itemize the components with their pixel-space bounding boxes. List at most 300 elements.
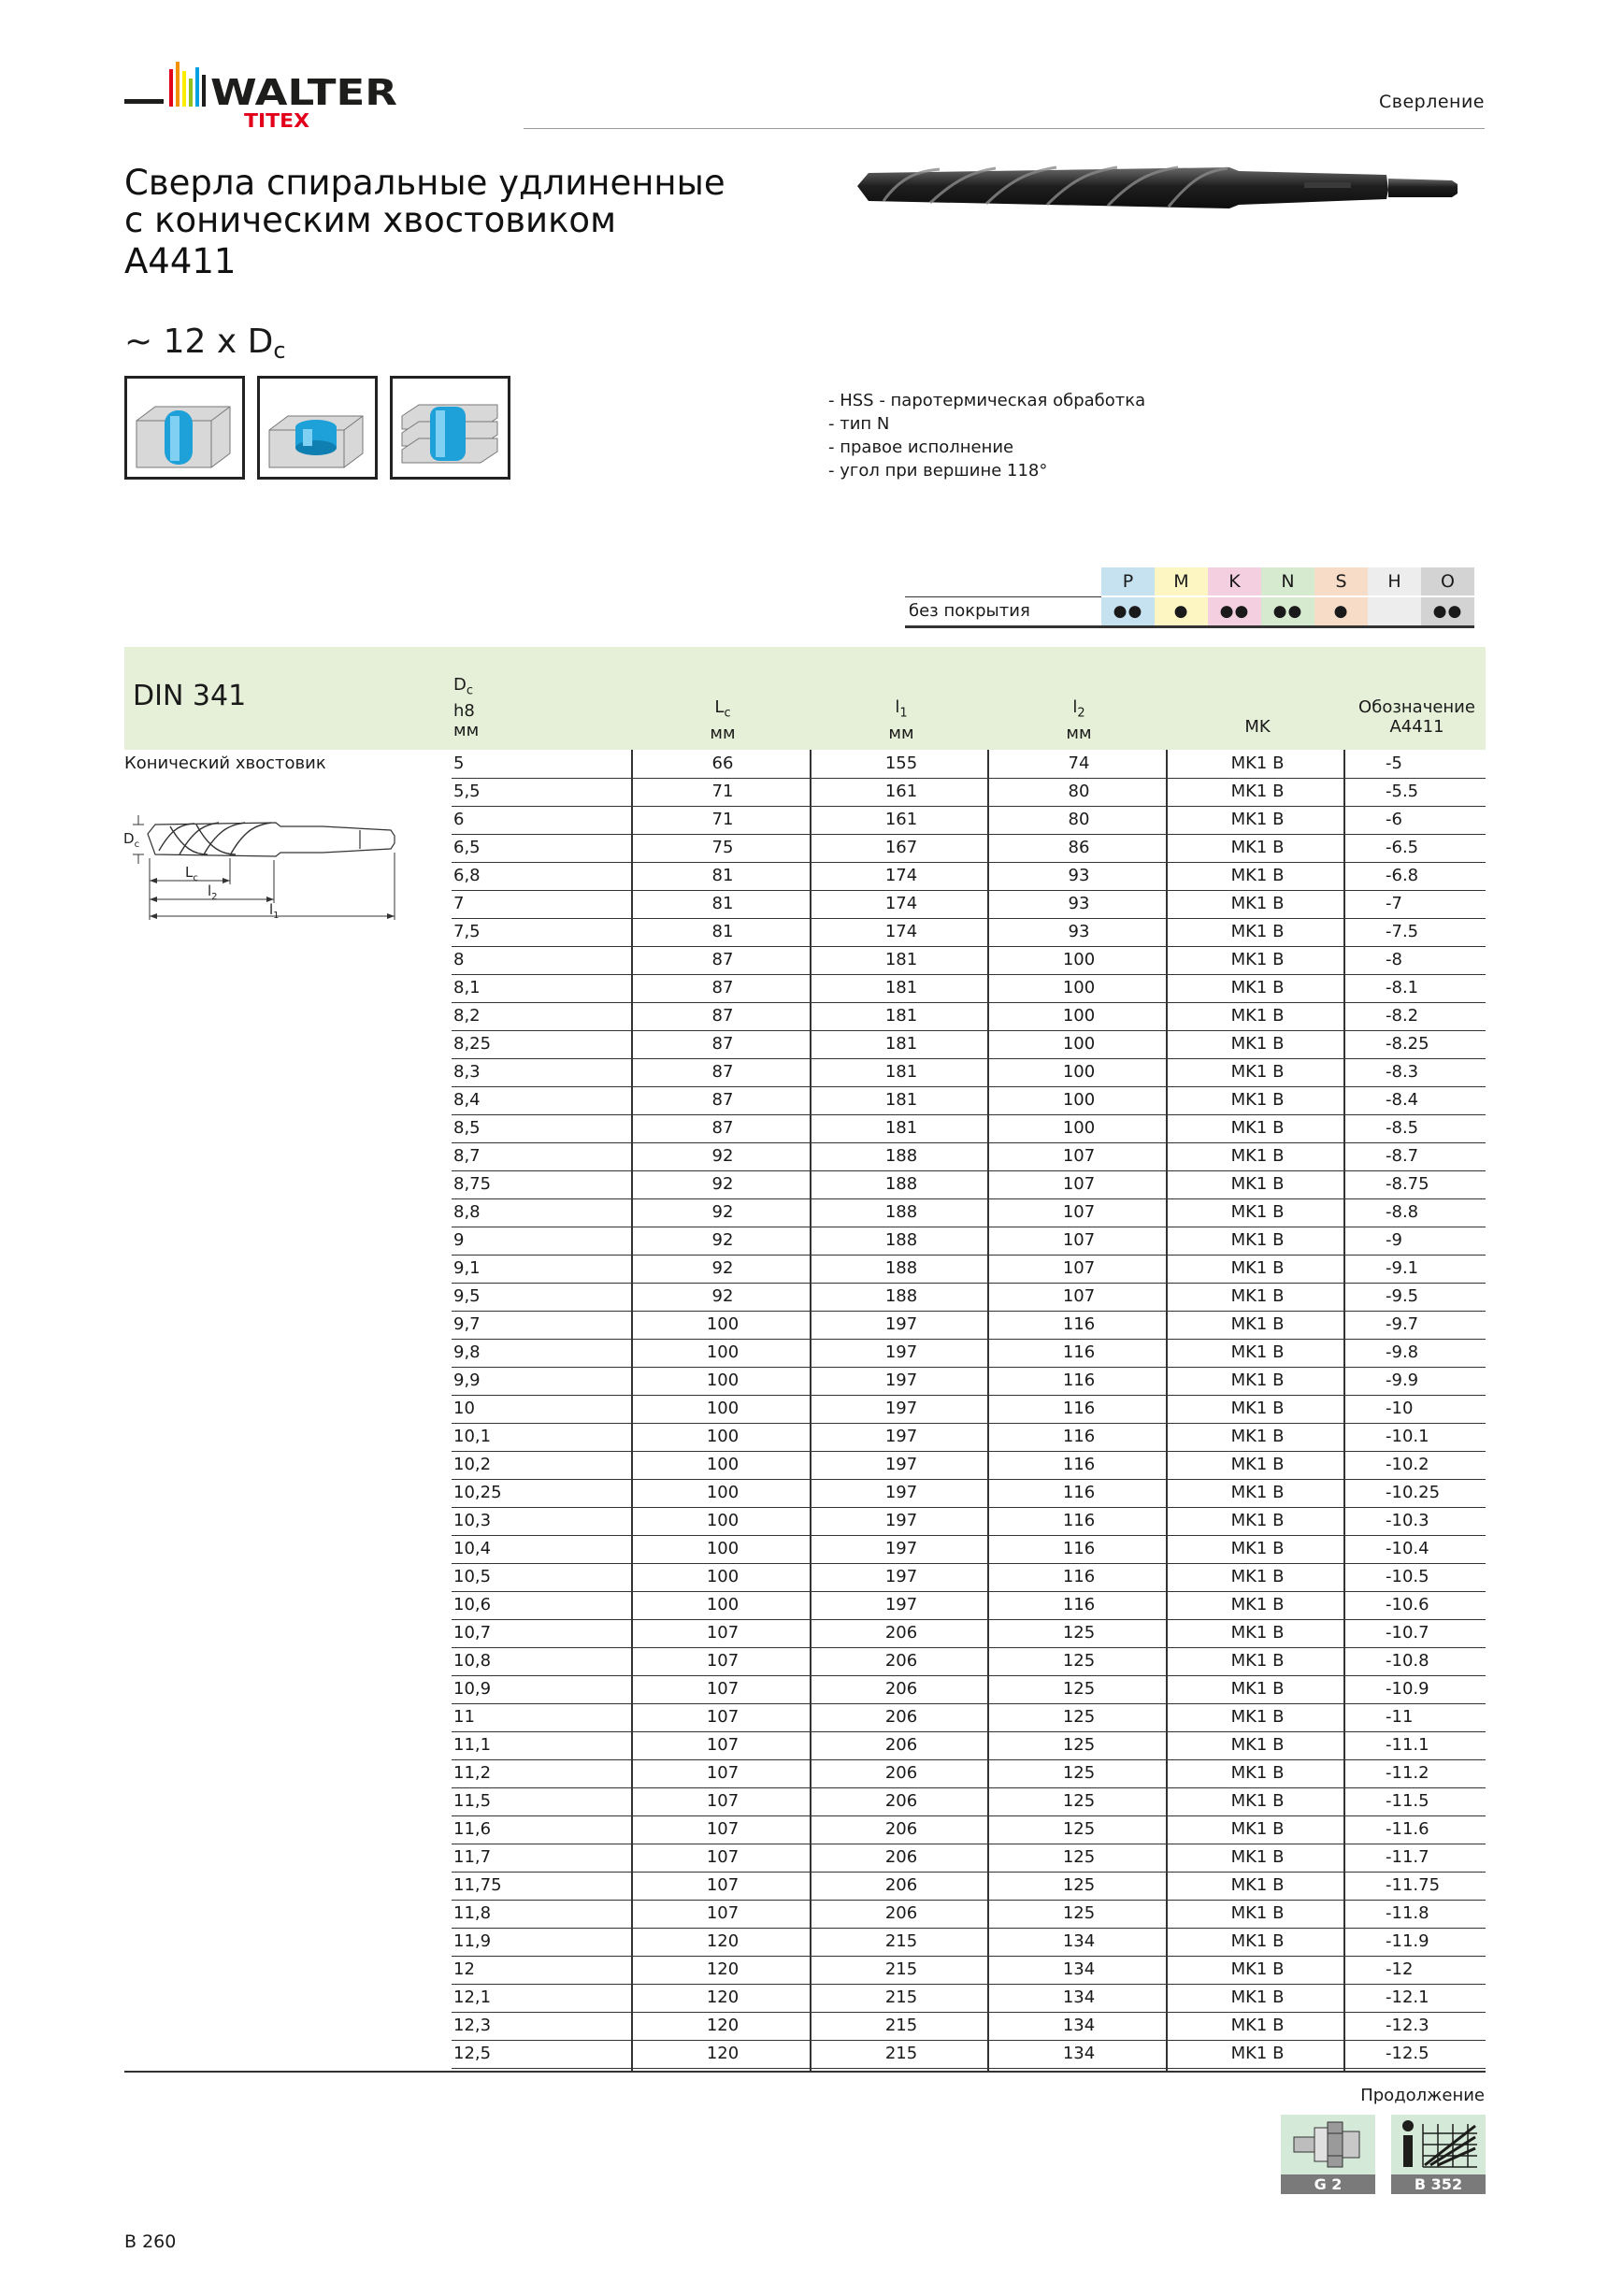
cell-mk: MK1 B bbox=[1230, 838, 1285, 857]
table-row bbox=[452, 1984, 1486, 2013]
cell-dc: 9,8 bbox=[453, 1342, 481, 1362]
cell-mk: MK1 B bbox=[1230, 1931, 1285, 1951]
brand-name: WALTER bbox=[210, 72, 397, 113]
cell-dc: 8,1 bbox=[453, 978, 481, 997]
cell-l2: 93 bbox=[1068, 866, 1090, 885]
cell-l1: 197 bbox=[884, 1455, 918, 1474]
cell-l1: 206 bbox=[884, 1679, 918, 1699]
suitability-m: ● bbox=[1155, 596, 1208, 627]
cell-dc: 11,9 bbox=[453, 1931, 492, 1951]
table-row bbox=[452, 1170, 1486, 1199]
header-divider bbox=[524, 128, 1485, 129]
suitability-h bbox=[1368, 596, 1421, 627]
cell-lc: 120 bbox=[706, 2016, 740, 2035]
cell-dc: 11,75 bbox=[453, 1875, 502, 1895]
table-row bbox=[452, 1703, 1486, 1732]
cell-l2: 107 bbox=[1062, 1286, 1096, 1306]
cell-l1: 215 bbox=[884, 1959, 918, 1979]
cell-l1: 215 bbox=[884, 2044, 918, 2063]
cell-designation: -10 bbox=[1386, 1399, 1414, 1418]
cell-l1: 197 bbox=[884, 1342, 918, 1362]
cell-designation: -11.8 bbox=[1386, 1903, 1429, 1923]
cell-lc: 87 bbox=[711, 1062, 734, 1082]
cell-lc: 100 bbox=[706, 1483, 740, 1502]
cell-lc: 107 bbox=[706, 1819, 740, 1839]
blind-hole-icon bbox=[257, 376, 378, 480]
cell-l1: 197 bbox=[884, 1314, 918, 1334]
cell-l2: 107 bbox=[1062, 1258, 1096, 1278]
cell-l1: 161 bbox=[884, 782, 918, 801]
cell-l1: 197 bbox=[884, 1370, 918, 1390]
cell-l2: 125 bbox=[1062, 1651, 1096, 1671]
cell-dc: 11,7 bbox=[453, 1847, 492, 1867]
cell-lc: 92 bbox=[711, 1146, 734, 1166]
cell-l2: 125 bbox=[1062, 1903, 1096, 1923]
cell-l2: 80 bbox=[1068, 782, 1090, 801]
cell-mk: MK1 B bbox=[1230, 1539, 1285, 1558]
cell-l2: 93 bbox=[1068, 894, 1090, 913]
cell-dc: 6 bbox=[453, 810, 465, 829]
table-row bbox=[452, 1844, 1486, 1873]
cell-l1: 188 bbox=[884, 1258, 918, 1278]
material-group-o: O bbox=[1421, 567, 1474, 596]
cell-lc: 81 bbox=[711, 922, 734, 941]
cell-mk: MK1 B bbox=[1230, 978, 1285, 997]
title-line: с коническим хвостовиком bbox=[124, 200, 616, 240]
suitability-n: ●● bbox=[1261, 596, 1314, 627]
through-hole-icon bbox=[124, 376, 245, 480]
cell-l1: 206 bbox=[884, 1875, 918, 1895]
cell-l1: 206 bbox=[884, 1623, 918, 1643]
cell-dc: 8,7 bbox=[453, 1146, 481, 1166]
cell-dc: 11,1 bbox=[453, 1735, 492, 1755]
cell-lc: 107 bbox=[706, 1903, 740, 1923]
cell-dc: 9,1 bbox=[453, 1258, 481, 1278]
table-row bbox=[452, 2012, 1486, 2041]
cell-designation: -9.1 bbox=[1386, 1258, 1419, 1278]
cell-mk: MK1 B bbox=[1230, 1286, 1285, 1306]
cell-lc: 92 bbox=[711, 1174, 734, 1194]
cell-l2: 116 bbox=[1062, 1399, 1096, 1418]
cell-mk: MK1 B bbox=[1230, 1791, 1285, 1811]
cell-l1: 206 bbox=[884, 1735, 918, 1755]
cell-mk: MK1 B bbox=[1230, 1034, 1285, 1054]
title-line: Сверла спиральные удлиненные bbox=[124, 163, 725, 203]
cell-mk: MK1 B bbox=[1230, 1399, 1285, 1418]
cell-lc: 100 bbox=[706, 1511, 740, 1530]
cell-lc: 100 bbox=[706, 1342, 740, 1362]
cell-l1: 181 bbox=[884, 1062, 918, 1082]
cell-l1: 181 bbox=[884, 1090, 918, 1110]
cell-l1: 197 bbox=[884, 1399, 918, 1418]
cell-mk: MK1 B bbox=[1230, 1342, 1285, 1362]
table-row bbox=[452, 1787, 1486, 1816]
cell-mk: MK1 B bbox=[1230, 1847, 1285, 1867]
cell-lc: 100 bbox=[706, 1567, 740, 1586]
cell-mk: MK1 B bbox=[1230, 1511, 1285, 1530]
shank-type-label: Конический хвостовик bbox=[124, 753, 326, 773]
table-row bbox=[452, 834, 1486, 863]
table-row bbox=[452, 1900, 1486, 1929]
cell-lc: 71 bbox=[711, 782, 734, 801]
cell-dc: 5 bbox=[453, 753, 465, 773]
cell-lc: 100 bbox=[706, 1595, 740, 1614]
table-row bbox=[452, 974, 1486, 1003]
cell-lc: 87 bbox=[711, 1006, 734, 1026]
title-code: A4411 bbox=[124, 241, 237, 281]
cell-designation: -7 bbox=[1386, 894, 1402, 913]
feature-item: - HSS - паротермическая обработка bbox=[828, 391, 1146, 410]
cell-lc: 107 bbox=[706, 1707, 740, 1727]
table-row bbox=[452, 1956, 1486, 1985]
cell-lc: 107 bbox=[706, 1763, 740, 1783]
cell-designation: -10.8 bbox=[1386, 1651, 1429, 1671]
cell-l2: 125 bbox=[1062, 1735, 1096, 1755]
cell-dc: 12,1 bbox=[453, 1987, 492, 2007]
cell-l1: 215 bbox=[884, 1987, 918, 2007]
cell-l1: 174 bbox=[884, 894, 918, 913]
cell-l2: 134 bbox=[1062, 2016, 1096, 2035]
cell-l2: 100 bbox=[1062, 1034, 1096, 1054]
cell-l2: 100 bbox=[1062, 978, 1096, 997]
cell-designation: -6.5 bbox=[1386, 838, 1419, 857]
cell-l1: 181 bbox=[884, 1118, 918, 1138]
cell-l2: 134 bbox=[1062, 1959, 1096, 1979]
cell-l2: 74 bbox=[1068, 753, 1090, 773]
cell-mk: MK1 B bbox=[1230, 922, 1285, 941]
cell-designation: -10.5 bbox=[1386, 1567, 1429, 1586]
cell-dc: 9,5 bbox=[453, 1286, 481, 1306]
cell-lc: 75 bbox=[711, 838, 734, 857]
cell-l1: 206 bbox=[884, 1903, 918, 1923]
suitability-k: ●● bbox=[1208, 596, 1261, 627]
cell-lc: 100 bbox=[706, 1539, 740, 1558]
cell-l2: 107 bbox=[1062, 1202, 1096, 1222]
table-row bbox=[452, 1086, 1486, 1115]
cell-designation: -8.25 bbox=[1386, 1034, 1429, 1054]
cell-l2: 116 bbox=[1062, 1483, 1096, 1502]
cell-dc: 8 bbox=[453, 950, 465, 969]
cell-l2: 100 bbox=[1062, 950, 1096, 969]
cell-l2: 107 bbox=[1062, 1174, 1096, 1194]
table-row bbox=[452, 1255, 1486, 1284]
section-label: Сверление bbox=[1378, 92, 1485, 112]
cell-l1: 197 bbox=[884, 1595, 918, 1614]
cell-dc: 10,8 bbox=[453, 1651, 492, 1671]
cell-l2: 116 bbox=[1062, 1342, 1096, 1362]
table-row bbox=[452, 806, 1486, 835]
reference-g2[interactable] bbox=[1281, 2115, 1375, 2195]
feature-item: - угол при вершине 118° bbox=[828, 461, 1048, 481]
material-group-m: M bbox=[1155, 567, 1208, 596]
cell-dc: 8,8 bbox=[453, 1202, 481, 1222]
cell-dc: 11,5 bbox=[453, 1791, 492, 1811]
cell-l1: 181 bbox=[884, 950, 918, 969]
feature-item: - тип N bbox=[828, 414, 890, 434]
cell-dc: 6,8 bbox=[453, 866, 481, 885]
cell-dc: 10,25 bbox=[453, 1483, 502, 1502]
table-row bbox=[452, 1311, 1486, 1340]
cell-mk: MK1 B bbox=[1230, 1370, 1285, 1390]
cell-l1: 155 bbox=[884, 753, 918, 773]
cell-lc: 100 bbox=[706, 1370, 740, 1390]
col-header-lc: $L_c$ мм bbox=[710, 697, 736, 743]
cell-l1: 206 bbox=[884, 1847, 918, 1867]
cell-l1: 188 bbox=[884, 1202, 918, 1222]
drill-dimension-diagram bbox=[122, 795, 402, 924]
cell-l1: 197 bbox=[884, 1539, 918, 1558]
cell-dc: 10,9 bbox=[453, 1679, 492, 1699]
table-row bbox=[452, 1423, 1486, 1452]
table-row bbox=[452, 862, 1486, 891]
cell-mk: MK1 B bbox=[1230, 1819, 1285, 1839]
cell-mk: MK1 B bbox=[1230, 1679, 1285, 1699]
cell-l1: 197 bbox=[884, 1427, 918, 1446]
cell-lc: 107 bbox=[706, 1651, 740, 1671]
cell-l1: 206 bbox=[884, 1819, 918, 1839]
cell-lc: 87 bbox=[711, 1034, 734, 1054]
cell-l2: 116 bbox=[1062, 1427, 1096, 1446]
table-row bbox=[452, 1030, 1486, 1059]
cell-dc: 7,5 bbox=[453, 922, 481, 941]
matrix-header-row bbox=[905, 567, 1474, 596]
cell-designation: -10.25 bbox=[1386, 1483, 1441, 1502]
cell-designation: -8.5 bbox=[1386, 1118, 1419, 1138]
cell-lc: 81 bbox=[711, 866, 734, 885]
suitability-p: ●● bbox=[1101, 596, 1155, 627]
cell-l2: 125 bbox=[1062, 1763, 1096, 1783]
cell-l2: 116 bbox=[1062, 1567, 1096, 1586]
cell-l2: 125 bbox=[1062, 1623, 1096, 1643]
cell-designation: -8 bbox=[1386, 950, 1402, 969]
cell-l1: 174 bbox=[884, 922, 918, 941]
cell-designation: -8.7 bbox=[1386, 1146, 1419, 1166]
table-row bbox=[452, 1535, 1486, 1564]
cell-designation: -11.5 bbox=[1386, 1791, 1429, 1811]
reference-code: G 2 bbox=[1281, 2174, 1375, 2194]
cell-dc: 9 bbox=[453, 1230, 465, 1250]
table-row bbox=[452, 946, 1486, 975]
cell-lc: 107 bbox=[706, 1791, 740, 1811]
cell-mk: MK1 B bbox=[1230, 2044, 1285, 2063]
cell-l2: 125 bbox=[1062, 1875, 1096, 1895]
cell-l1: 197 bbox=[884, 1483, 918, 1502]
cell-dc: 12 bbox=[453, 1959, 475, 1979]
cell-l1: 206 bbox=[884, 1707, 918, 1727]
cell-lc: 87 bbox=[711, 978, 734, 997]
cell-dc: 10 bbox=[453, 1399, 475, 1418]
cell-dc: 8,5 bbox=[453, 1118, 481, 1138]
table-row bbox=[452, 1619, 1486, 1648]
material-matrix bbox=[905, 567, 1474, 628]
cell-designation: -10.7 bbox=[1386, 1623, 1429, 1643]
cell-l1: 206 bbox=[884, 1763, 918, 1783]
col-header-l1: $l_1$ мм bbox=[888, 697, 914, 743]
cell-designation: -11.75 bbox=[1386, 1875, 1441, 1895]
cell-mk: MK1 B bbox=[1230, 1455, 1285, 1474]
cell-l1: 167 bbox=[884, 838, 918, 857]
cell-designation: -10.1 bbox=[1386, 1427, 1429, 1446]
cell-dc: 10,4 bbox=[453, 1539, 492, 1558]
table-row bbox=[452, 1647, 1486, 1676]
cell-lc: 87 bbox=[711, 950, 734, 969]
table-row bbox=[452, 1367, 1486, 1396]
reference-code: B 352 bbox=[1391, 2174, 1486, 2194]
cell-mk: MK1 B bbox=[1230, 1314, 1285, 1334]
cell-lc: 71 bbox=[711, 810, 734, 829]
table-row bbox=[452, 1759, 1486, 1788]
cell-designation: -12.1 bbox=[1386, 1987, 1429, 2007]
cell-dc: 12,3 bbox=[453, 2016, 492, 2035]
cell-dc: 11,8 bbox=[453, 1903, 492, 1923]
col-header-dc: $D_c$ h8 мм bbox=[453, 675, 480, 740]
cell-l1: 188 bbox=[884, 1146, 918, 1166]
cell-l2: 125 bbox=[1062, 1679, 1096, 1699]
cell-designation: -12 bbox=[1386, 1959, 1414, 1979]
cell-l2: 116 bbox=[1062, 1511, 1096, 1530]
cell-dc: 11,6 bbox=[453, 1819, 492, 1839]
continued-label: Продолжение bbox=[1360, 2086, 1485, 2105]
cell-l2: 116 bbox=[1062, 1539, 1096, 1558]
cell-mk: MK1 B bbox=[1230, 894, 1285, 913]
cell-mk: MK1 B bbox=[1230, 1763, 1285, 1783]
cell-l2: 100 bbox=[1062, 1118, 1096, 1138]
cell-l2: 80 bbox=[1068, 810, 1090, 829]
stacked-plates-icon bbox=[390, 376, 510, 480]
cell-lc: 87 bbox=[711, 1118, 734, 1138]
table-row bbox=[452, 1142, 1486, 1171]
table-row bbox=[452, 1395, 1486, 1424]
cell-mk: MK1 B bbox=[1230, 1258, 1285, 1278]
col-header-l2: $l_2$ мм bbox=[1066, 697, 1092, 743]
table-row bbox=[452, 1227, 1486, 1256]
cell-mk: MK1 B bbox=[1230, 1595, 1285, 1614]
material-group-p: P bbox=[1101, 567, 1155, 596]
cell-dc: 8,25 bbox=[453, 1034, 492, 1054]
cell-l2: 100 bbox=[1062, 1062, 1096, 1082]
cell-mk: MK1 B bbox=[1230, 782, 1285, 801]
cell-mk: MK1 B bbox=[1230, 1174, 1285, 1194]
table-row bbox=[452, 1563, 1486, 1592]
cell-designation: -8.8 bbox=[1386, 1202, 1419, 1222]
cell-mk: MK1 B bbox=[1230, 1062, 1285, 1082]
cell-l2: 125 bbox=[1062, 1819, 1096, 1839]
cell-mk: MK1 B bbox=[1230, 1623, 1285, 1643]
cell-lc: 87 bbox=[711, 1090, 734, 1110]
cell-lc: 100 bbox=[706, 1455, 740, 1474]
cell-mk: MK1 B bbox=[1230, 950, 1285, 969]
cell-designation: -5.5 bbox=[1386, 782, 1419, 801]
cell-designation: -12.3 bbox=[1386, 2016, 1429, 2035]
cell-lc: 81 bbox=[711, 894, 734, 913]
svg-text:Dc: $D_c$ bbox=[123, 830, 140, 850]
cell-l2: 116 bbox=[1062, 1370, 1096, 1390]
cell-lc: 107 bbox=[706, 1875, 740, 1895]
cell-designation: -6 bbox=[1386, 810, 1402, 829]
cell-mk: MK1 B bbox=[1230, 1230, 1285, 1250]
cell-mk: MK1 B bbox=[1230, 1651, 1285, 1671]
cell-mk: MK1 B bbox=[1230, 1427, 1285, 1446]
din-standard: DIN 341 bbox=[133, 680, 247, 712]
info-chart-icon bbox=[1391, 2115, 1486, 2174]
cell-designation: -9.5 bbox=[1386, 1286, 1419, 1306]
cell-l1: 215 bbox=[884, 2016, 918, 2035]
table-row bbox=[452, 1198, 1486, 1227]
cell-designation: -11.1 bbox=[1386, 1735, 1429, 1755]
cell-designation: -10.2 bbox=[1386, 1455, 1429, 1474]
cell-dc: 8,4 bbox=[453, 1090, 481, 1110]
feature-list bbox=[828, 389, 1145, 482]
cell-lc: 100 bbox=[706, 1314, 740, 1334]
cell-designation: -8.4 bbox=[1386, 1090, 1419, 1110]
cell-lc: 92 bbox=[711, 1202, 734, 1222]
walter-titex-logo bbox=[124, 58, 405, 133]
cell-l1: 197 bbox=[884, 1567, 918, 1586]
table-row bbox=[452, 1451, 1486, 1480]
reference-b352[interactable] bbox=[1391, 2115, 1486, 2195]
cell-mk: MK1 B bbox=[1230, 2016, 1285, 2035]
cell-lc: 100 bbox=[706, 1399, 740, 1418]
suitability-o: ●● bbox=[1421, 596, 1474, 627]
cell-mk: MK1 B bbox=[1230, 1202, 1285, 1222]
cell-l2: 134 bbox=[1062, 1931, 1096, 1951]
cell-l1: 206 bbox=[884, 1651, 918, 1671]
cell-mk: MK1 B bbox=[1230, 1146, 1285, 1166]
cell-designation: -11.7 bbox=[1386, 1847, 1429, 1867]
cell-lc: 107 bbox=[706, 1679, 740, 1699]
svg-text:Lc: $L_c$ bbox=[185, 864, 198, 883]
cell-dc: 10,1 bbox=[453, 1427, 492, 1446]
cell-dc: 10,7 bbox=[453, 1623, 492, 1643]
cell-dc: 5,5 bbox=[453, 782, 481, 801]
cell-dc: 10,2 bbox=[453, 1455, 492, 1474]
svg-text:l2: $l_2$ bbox=[208, 883, 218, 902]
material-group-s: S bbox=[1314, 567, 1368, 596]
cell-lc: 107 bbox=[706, 1623, 740, 1643]
table-row bbox=[452, 918, 1486, 947]
cell-l2: 107 bbox=[1062, 1146, 1096, 1166]
col-header-mk: MK bbox=[1244, 717, 1271, 737]
cell-l1: 206 bbox=[884, 1791, 918, 1811]
cell-mk: MK1 B bbox=[1230, 753, 1285, 773]
cell-l2: 125 bbox=[1062, 1791, 1096, 1811]
cell-dc: 10,6 bbox=[453, 1595, 492, 1614]
cell-lc: 120 bbox=[706, 1987, 740, 2007]
cell-dc: 8,3 bbox=[453, 1062, 481, 1082]
length-ratio: ~ 12 x $D_c$ bbox=[124, 323, 286, 364]
table-row bbox=[452, 1872, 1486, 1901]
cell-lc: 100 bbox=[706, 1427, 740, 1446]
feature-item: - правое исполнение bbox=[828, 438, 1014, 457]
cell-mk: MK1 B bbox=[1230, 1903, 1285, 1923]
table-row bbox=[452, 1058, 1486, 1087]
cell-mk: MK1 B bbox=[1230, 810, 1285, 829]
table-row bbox=[452, 1731, 1486, 1760]
cell-l2: 100 bbox=[1062, 1006, 1096, 1026]
cell-mk: MK1 B bbox=[1230, 1987, 1285, 2007]
cell-lc: 120 bbox=[706, 1959, 740, 1979]
cell-lc: 120 bbox=[706, 2044, 740, 2063]
cell-l1: 181 bbox=[884, 1034, 918, 1054]
cell-designation: -9.8 bbox=[1386, 1342, 1419, 1362]
cell-l2: 125 bbox=[1062, 1707, 1096, 1727]
table-row bbox=[452, 1928, 1486, 1957]
cell-mk: MK1 B bbox=[1230, 1118, 1285, 1138]
table-row bbox=[452, 1507, 1486, 1536]
cell-lc: 120 bbox=[706, 1931, 740, 1951]
table-row bbox=[452, 1339, 1486, 1368]
cell-l1: 174 bbox=[884, 866, 918, 885]
